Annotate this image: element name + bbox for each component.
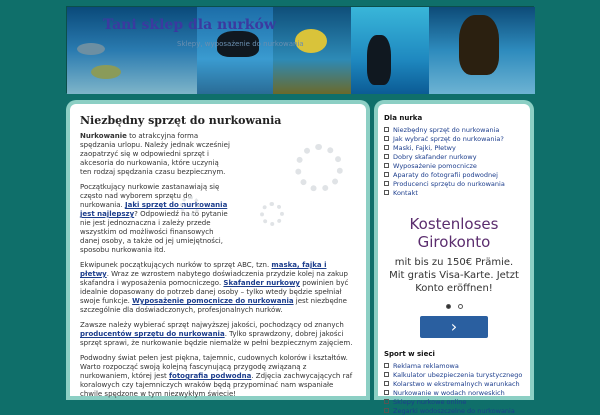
intro-text: to atrakcyjna forma spędzania urlopu. Należy jednak wcześniej zaopatrzyć się w odpowiedni sprzęt i akcesoria do nurkowania, które uczynią ten rodzaj spędzania czasu bezpiecznym. bbox=[80, 132, 230, 176]
paragraph-equipment bbox=[80, 261, 356, 315]
gear-icon bbox=[295, 144, 343, 192]
sidebar-link[interactable]: Producenci sprzętu do nurkowania bbox=[393, 179, 505, 188]
sidebar-item[interactable] bbox=[384, 397, 524, 406]
fish-decoration bbox=[77, 43, 105, 55]
checkbox-bullet-icon bbox=[384, 390, 389, 395]
link-manufacturers[interactable]: producentów sprzętu do nurkowania bbox=[80, 330, 225, 338]
sidebar-link[interactable]: Dobry skafander nurkowy bbox=[393, 152, 477, 161]
checkbox-bullet-icon bbox=[384, 363, 389, 368]
sidebar-item[interactable] bbox=[384, 361, 524, 370]
link-underwater-photography[interactable]: fotografia podwodna bbox=[168, 372, 252, 380]
sidebar-link[interactable]: Aparaty do fotografii podwodnej bbox=[393, 170, 498, 179]
carousel-dot-active[interactable] bbox=[446, 304, 451, 309]
sidebar-item[interactable] bbox=[384, 179, 524, 188]
paragraph-photography bbox=[80, 354, 356, 399]
sidebar-link[interactable]: Jak wybrać sprzęt do nurkowania? bbox=[393, 134, 504, 143]
sidebar-item[interactable] bbox=[384, 134, 524, 143]
gear-icon bbox=[260, 202, 284, 226]
link-mask-snorkel-fins[interactable]: maska, fajka i płetwy bbox=[80, 261, 327, 278]
quality-text-end: . Tylko sprawdzony, dobrej jakości sprzęt sprawi, że nurkowanie będzie niemalże w pełni bezpiecznym zajęciem. bbox=[80, 330, 353, 347]
sidebar-item[interactable] bbox=[384, 370, 524, 379]
checkbox-bullet-icon bbox=[384, 408, 389, 413]
photography-text-end: . Zdjęcia zachwycających raf koralowych czy tajemniczych wraków będą przypominać nam wspaniałe chwile spędzone w tym niezwykłym świecie! bbox=[80, 372, 353, 398]
sidebar-item[interactable] bbox=[384, 152, 524, 161]
sidebar-heading-sport: Sport w sieci bbox=[384, 350, 435, 358]
equipment-text-end: jest niezbędne szczególnie dla doświadczonych, profesjonalnych nurków. bbox=[80, 297, 347, 314]
quality-text: Zawsze należy wybierać sprzęt najwyższej jakości, pochodzący od znanych bbox=[80, 321, 344, 329]
diver-decoration bbox=[367, 35, 391, 85]
sidebar-item[interactable] bbox=[384, 406, 524, 415]
sidebar-item[interactable] bbox=[384, 125, 524, 134]
header-banner bbox=[66, 6, 534, 93]
checkbox-bullet-icon bbox=[384, 154, 389, 159]
sidebar-link[interactable]: Wyposażenie pomocnicze bbox=[393, 161, 477, 170]
photography-text: Podwodny świat pełen jest piękna, tajemnic, cudownych kolorów i kształtów. Warto rozpocząć swoją kolejną fascynującą przygodę związaną z nurkowaniem, której jest bbox=[80, 354, 348, 380]
site-tagline: Sklepy, wyposażenie do nurkowania bbox=[177, 40, 304, 48]
sidebar-link[interactable]: Nurkowanie w wodach norweskich bbox=[393, 388, 505, 397]
sidebar bbox=[378, 104, 530, 415]
paragraph-intro bbox=[80, 132, 232, 177]
sidebar-link[interactable]: Sklepy nurkowe online bbox=[393, 397, 467, 406]
carousel-dot[interactable] bbox=[458, 304, 463, 309]
sidebar-panel bbox=[374, 100, 534, 415]
link-wetsuit[interactable]: Skafander nurkowy bbox=[223, 279, 300, 287]
ad-text-line: mit bis zu 150€ Prämie. bbox=[394, 257, 514, 268]
choice-text: Początkujący nurkowie zastanawiają się często nad wyborem sprzętu do nurkowania. bbox=[80, 183, 220, 209]
sidebar-menu-sport bbox=[384, 361, 524, 415]
site-title[interactable]: Tani sklep dla nurków bbox=[103, 17, 276, 33]
sidebar-link[interactable]: Zegarki wodoszczelne do nurkowania bbox=[393, 406, 515, 415]
sidebar-menu-diver bbox=[384, 125, 524, 197]
checkbox-bullet-icon bbox=[384, 399, 389, 404]
ad-title[interactable]: Kostenloses Girokonto bbox=[409, 215, 499, 251]
advertisement[interactable] bbox=[384, 215, 524, 338]
diver-decoration bbox=[459, 15, 499, 75]
sidebar-heading-diver: Dla nurka bbox=[384, 114, 423, 122]
checkbox-bullet-icon bbox=[384, 127, 389, 132]
ad-text-line: Mit gratis Visa-Karte. Jetzt bbox=[389, 270, 519, 281]
sidebar-item[interactable] bbox=[384, 388, 524, 397]
chevron-right-icon: › bbox=[450, 317, 458, 336]
gear-icon bbox=[180, 196, 200, 216]
equipment-text-mid2: powinien być idealnie dopasowany do potrzeb danej osoby – tylko wtedy będzie spełniał swoje funkcje. bbox=[80, 279, 349, 305]
intro-lead: Nurkowanie bbox=[80, 132, 127, 140]
checkbox-bullet-icon bbox=[384, 145, 389, 150]
ad-next-button[interactable] bbox=[420, 316, 488, 338]
checkbox-bullet-icon bbox=[384, 190, 389, 195]
sidebar-item[interactable] bbox=[384, 143, 524, 152]
sidebar-link[interactable]: Kontakt bbox=[393, 188, 418, 197]
sidebar-link[interactable]: Maski, Fajki, Płetwy bbox=[393, 143, 456, 152]
content-panel bbox=[66, 100, 370, 400]
checkbox-bullet-icon bbox=[384, 181, 389, 186]
checkbox-bullet-icon bbox=[384, 136, 389, 141]
article bbox=[70, 104, 366, 396]
sidebar-item[interactable] bbox=[384, 379, 524, 388]
sidebar-link[interactable]: Reklama reklamowa bbox=[393, 361, 459, 370]
checkbox-bullet-icon bbox=[384, 381, 389, 386]
sidebar-link[interactable]: Kalkulator ubezpieczenia turystycznego bbox=[393, 370, 523, 379]
sidebar-item[interactable] bbox=[384, 161, 524, 170]
sidebar-item[interactable] bbox=[384, 188, 524, 197]
page-title: Niezbędny sprzęt do nurkowania bbox=[80, 114, 282, 127]
ad-text-line: Konto eröffnen! bbox=[415, 283, 493, 294]
link-best-equipment[interactable]: Jaki sprzęt do nurkowania jest najlepszy bbox=[80, 201, 228, 218]
sidebar-item[interactable] bbox=[384, 170, 524, 179]
paragraph-quality bbox=[80, 321, 356, 348]
equipment-text: Ekwipunek początkujących nurków to sprzęt ABC, tzn. bbox=[80, 261, 272, 269]
sidebar-link[interactable]: Niezbędny sprzęt do nurkowania bbox=[393, 125, 500, 134]
checkbox-bullet-icon bbox=[384, 172, 389, 177]
checkbox-bullet-icon bbox=[384, 163, 389, 168]
sidebar-link[interactable]: Kolarstwo w ekstremalnych warunkach bbox=[393, 379, 520, 388]
choice-text-end: ? Odpowiedź na to pytanie nie jest jednoznaczna i zależy przede wszystkim od możliwości finansowych danej osoby, a także od jej umiejętności, sposobu nurkowania itd. bbox=[80, 210, 228, 254]
equipment-text-mid: . Wraz ze wzrostem nabytego doświadczenia przydzie kolej na zakup skafandra i wyposażenia pomocniczego. bbox=[80, 270, 348, 287]
ad-carousel-dots bbox=[384, 304, 524, 309]
paragraph-choice bbox=[80, 183, 232, 255]
checkbox-bullet-icon bbox=[384, 372, 389, 377]
fish-decoration bbox=[91, 65, 121, 79]
link-auxiliary-equipment[interactable]: Wyposażenie pomocnicze do nurkowania bbox=[132, 297, 294, 305]
